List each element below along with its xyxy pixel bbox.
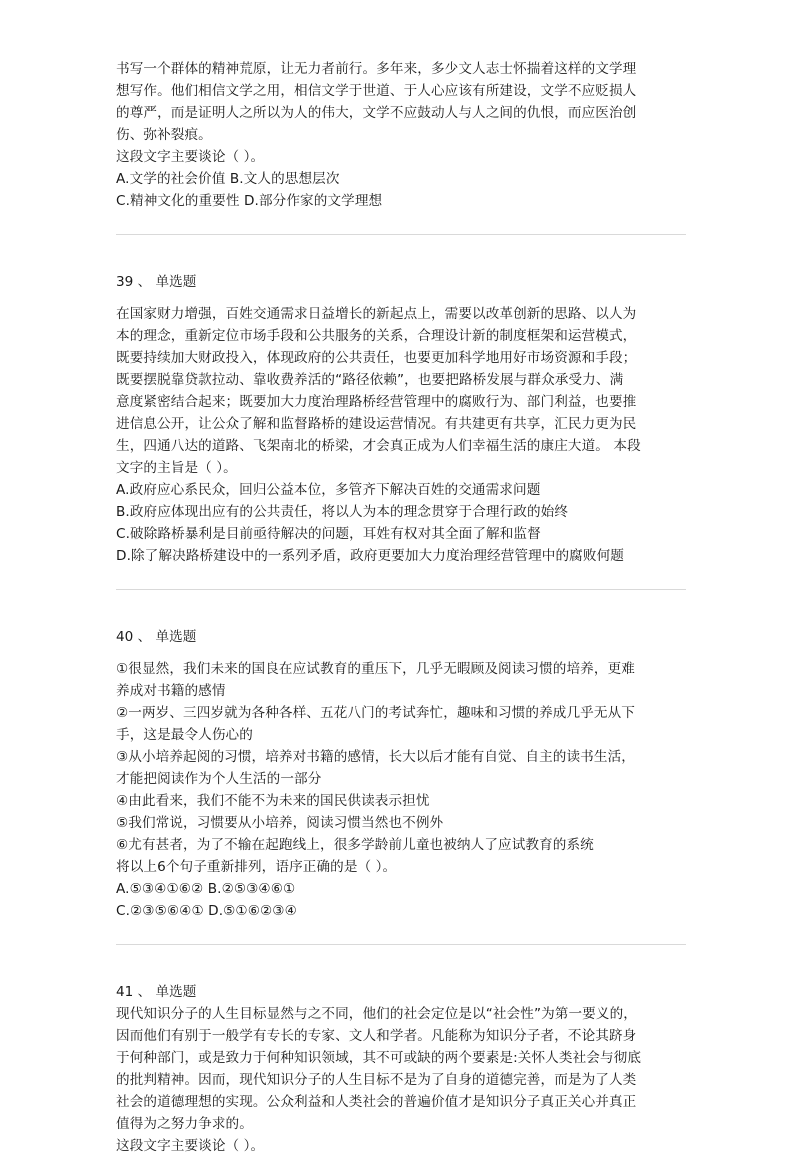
sentence-5: ⑤我们常说，习惯要从小培养，阅读习惯当然也不例外 xyxy=(116,815,444,831)
answer-options: A.文学的社会价值 B.文人的思想层次 xyxy=(116,171,340,187)
text-line: 既要摆脱靠贷款拉动、靠收费养活的“路径依赖”，也要把路桥发展与群众承受力、满 xyxy=(116,372,624,388)
text-line: 因而他们有别于一般学有专长的专家、文人和学者。凡能称为知识分子者，不论其跻身 xyxy=(116,1028,637,1044)
section-divider xyxy=(116,234,686,235)
sentence-4: ④由此看来，我们不能不为未来的国民供读表示担忧 xyxy=(116,793,430,809)
text-line: 本的理念，重新定位市场手段和公共服务的关系，合理设计新的制度框架和运营模式， xyxy=(116,328,637,344)
question-prompt: 这段文字主要谈论（ ）。 xyxy=(116,1138,265,1154)
text-line: 书写一个群体的精神荒原，让无力者前行。多年来，多少文人志士怀揣着这样的文学理 xyxy=(116,61,637,77)
question-39 xyxy=(116,271,686,567)
question-40 xyxy=(116,626,686,922)
option-d: D.除了解决路桥建设中的一系列矛盾，政府更要加大力度治理经营管理中的腐败何题 xyxy=(116,548,624,564)
text-line: 在国家财力增强，百姓交通需求日益增长的新起点上，需要以改革创新的思路、以人为 xyxy=(116,306,637,322)
question-header: 40 、 单选题 xyxy=(116,629,197,645)
question-38-continuation xyxy=(116,58,686,212)
option-a: A.政府应心系民众，回归公益本位，多管齐下解决百姓的交通需求问题 xyxy=(116,482,541,498)
question-prompt: 这段文字主要谈论（ ）。 xyxy=(116,149,265,165)
section-divider xyxy=(116,944,686,945)
question-header: 39 、 单选题 xyxy=(116,274,197,290)
text-line: 的批判精神。因而，现代知识分子的人生目标不是为了自身的道德完善，而是为了人类 xyxy=(116,1072,637,1088)
sentence-3: ③从小培养起阅的习惯，培养对书籍的感情，长大以后才能有自觉、自主的读书生活， xyxy=(116,749,635,765)
document-page xyxy=(116,58,686,1157)
text-line: 才能把阅读作为个人生活的一部分 xyxy=(116,771,322,787)
text-line: 的尊严，而是证明人之所以为人的伟大，文学不应鼓动人与人之间的仇恨，而应医治创 xyxy=(116,105,637,121)
text-line: 养成对书籍的感情 xyxy=(116,683,226,699)
option-b: B.政府应体现出应有的公共责任，将以人为本的理念贯穿于合理行政的始终 xyxy=(116,504,569,520)
text-line: 意度紧密结合起来；既要加大力度治理路桥经营管理中的腐败行为、部门利益，也要推 xyxy=(116,394,637,410)
sentence-1: ①很显然，我们未来的国良在应试教育的重压下，几乎无暇顾及阅读习惯的培养，更难 xyxy=(116,661,635,677)
sentence-6: ⑥尤有甚者，为了不输在起跑线上，很多学龄前儿童也被纳人了应试教育的系统 xyxy=(116,837,594,853)
text-line: 既要持续加大财政投入，体现政府的公共责任，也要更加科学地用好市场资源和手段； xyxy=(116,350,637,366)
text-line: 进信息公开，让公众了解和监督路桥的建设运营情况。有共建更有共享，汇民力更为民 xyxy=(116,416,637,432)
text-line: 手，这是最令人伤心的 xyxy=(116,727,253,743)
text-line: 生，四通八达的道路、飞架南北的桥梁，才会真正成为人们幸福生活的康庄大道。 本段 xyxy=(116,438,641,454)
text-line: 于何种部门，或是致力于何种知识领域，其不可或缺的两个要素是:关怀人类社会与彻底 xyxy=(116,1050,642,1066)
text-line: 现代知识分子的人生目标显然与之不同，他们的社会定位是以“社会性”为第一要义的， xyxy=(116,1006,637,1022)
answer-options: C.②③⑤⑥④① D.⑤①⑥②③④ xyxy=(116,903,297,919)
text-line: 值得为之努力争求的。 xyxy=(116,1116,253,1132)
answer-options: C.精神文化的重要性 D.部分作家的文学理想 xyxy=(116,193,383,209)
sentence-2: ②一两岁、三四岁就为各种各样、五花八门的考试奔忙，趣味和习惯的养成几乎无从下 xyxy=(116,705,635,721)
text-line: 伤、弥补裂痕。 xyxy=(116,127,212,143)
answer-options: A.⑤③④①⑥② B.②⑤③④⑥① xyxy=(116,881,296,897)
option-c: C.破除路桥暴利是目前亟待解决的问题，耳姓有权对其全面了解和监督 xyxy=(116,526,541,542)
text-line: 社会的道德理想的实现。公众利益和人类社会的普遍价值才是知识分子真正关心并真正 xyxy=(116,1094,637,1110)
question-prompt: 文字的主旨是（ ）。 xyxy=(116,460,237,476)
question-prompt: 将以上6个句子重新排列，语序正确的是（ ）。 xyxy=(116,859,397,875)
section-divider xyxy=(116,589,686,590)
question-41 xyxy=(116,981,686,1157)
text-line: 想写作。他们相信文学之用，相信文学于世道、于人心应该有所建设，文学不应贬损人 xyxy=(116,83,637,99)
question-header: 41 、 单选题 xyxy=(116,984,197,1000)
